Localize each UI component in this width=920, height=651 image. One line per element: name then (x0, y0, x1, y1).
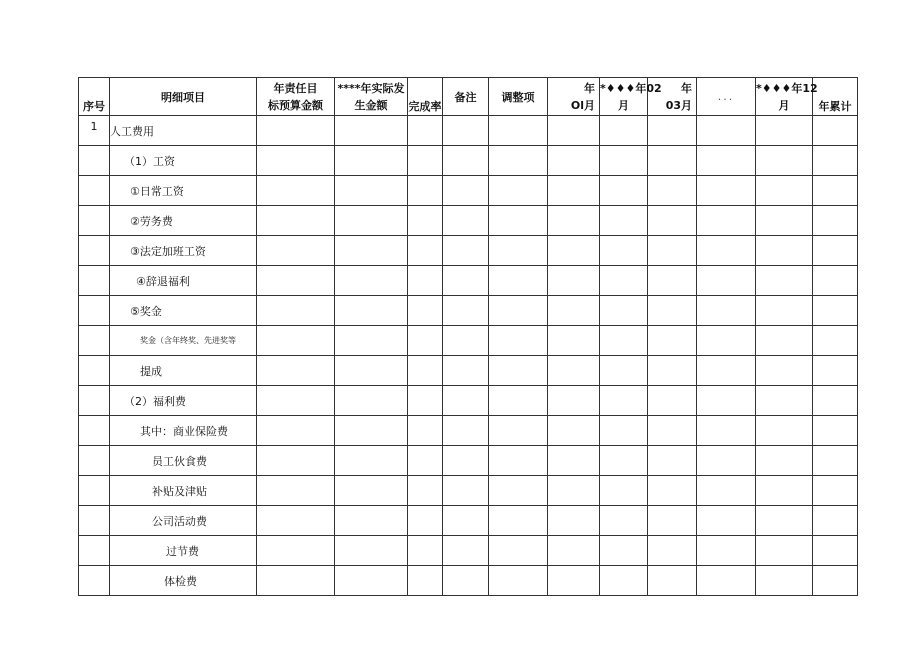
value-cell[interactable] (813, 506, 858, 536)
value-cell[interactable] (408, 356, 443, 386)
value-cell[interactable] (648, 206, 697, 236)
value-cell[interactable] (697, 566, 756, 596)
value-cell[interactable] (600, 206, 648, 236)
value-cell[interactable] (756, 356, 813, 386)
value-cell[interactable] (548, 566, 600, 596)
value-cell[interactable] (813, 536, 858, 566)
value-cell[interactable] (257, 236, 335, 266)
table-row (79, 446, 858, 476)
value-cell[interactable] (408, 116, 443, 146)
value-cell[interactable] (335, 116, 408, 146)
row-item-label: 人工费用 (110, 116, 257, 146)
row-item-label: （2）福利费 (110, 386, 257, 416)
row-index: 1 (79, 116, 110, 146)
value-cell[interactable] (600, 446, 648, 476)
value-cell[interactable] (697, 176, 756, 206)
value-cell[interactable] (443, 536, 489, 566)
value-cell[interactable] (697, 326, 756, 356)
table-row (79, 146, 858, 176)
header-month-12: *♦♦♦年12 月 (756, 78, 813, 116)
value-cell[interactable] (408, 476, 443, 506)
value-cell[interactable] (697, 416, 756, 446)
value-cell[interactable] (489, 146, 548, 176)
value-cell[interactable] (443, 296, 489, 326)
value-cell[interactable] (335, 146, 408, 176)
table-row (79, 506, 858, 536)
value-cell[interactable] (648, 476, 697, 506)
value-cell[interactable] (335, 506, 408, 536)
value-cell[interactable] (600, 176, 648, 206)
value-cell[interactable] (408, 176, 443, 206)
row-index (79, 236, 110, 266)
value-cell[interactable] (756, 296, 813, 326)
row-index (79, 476, 110, 506)
value-cell[interactable] (648, 356, 697, 386)
value-cell[interactable] (257, 476, 335, 506)
value-cell[interactable] (257, 176, 335, 206)
row-item-label: 公司活动费 (110, 506, 257, 536)
value-cell[interactable] (335, 476, 408, 506)
row-index (79, 356, 110, 386)
value-cell[interactable] (257, 296, 335, 326)
header-month-01: 年 Ol月 (548, 78, 600, 116)
value-cell[interactable] (648, 296, 697, 326)
value-cell[interactable] (548, 536, 600, 566)
value-cell[interactable] (548, 206, 600, 236)
value-cell[interactable] (697, 266, 756, 296)
value-cell[interactable] (600, 266, 648, 296)
value-cell[interactable] (697, 236, 756, 266)
value-cell[interactable] (813, 386, 858, 416)
value-cell[interactable] (335, 446, 408, 476)
row-index (79, 506, 110, 536)
row-item-label: ②劳务费 (110, 206, 257, 236)
value-cell[interactable] (443, 416, 489, 446)
row-item-label: 补贴及津贴 (110, 476, 257, 506)
value-cell[interactable] (257, 326, 335, 356)
row-item-label: ①日常工资 (110, 176, 257, 206)
value-cell[interactable] (600, 236, 648, 266)
header-remark: 备注 (443, 78, 489, 116)
value-cell[interactable] (408, 266, 443, 296)
value-cell[interactable] (813, 206, 858, 236)
value-cell[interactable] (257, 206, 335, 236)
value-cell[interactable] (548, 236, 600, 266)
row-index (79, 416, 110, 446)
value-cell[interactable] (335, 236, 408, 266)
value-cell[interactable] (756, 116, 813, 146)
row-index (79, 446, 110, 476)
table-row (79, 236, 858, 266)
value-cell[interactable] (756, 506, 813, 536)
header-rate: 完成率 (408, 78, 443, 116)
value-cell[interactable] (443, 176, 489, 206)
value-cell[interactable] (257, 566, 335, 596)
value-cell[interactable] (257, 116, 335, 146)
value-cell[interactable] (257, 506, 335, 536)
row-index (79, 566, 110, 596)
value-cell[interactable] (335, 296, 408, 326)
value-cell[interactable] (813, 266, 858, 296)
value-cell[interactable] (443, 386, 489, 416)
value-cell[interactable] (813, 236, 858, 266)
value-cell[interactable] (335, 536, 408, 566)
header-seq: 序号 (79, 78, 110, 116)
row-index (79, 176, 110, 206)
table-row (79, 206, 858, 236)
value-cell[interactable] (443, 326, 489, 356)
budget-table-sheet (78, 77, 858, 596)
value-cell[interactable] (600, 566, 648, 596)
value-cell[interactable] (548, 176, 600, 206)
row-index (79, 266, 110, 296)
table-row (79, 326, 858, 356)
value-cell[interactable] (648, 446, 697, 476)
value-cell[interactable] (548, 506, 600, 536)
value-cell[interactable] (257, 416, 335, 446)
value-cell[interactable] (813, 416, 858, 446)
value-cell[interactable] (648, 536, 697, 566)
row-index (79, 386, 110, 416)
row-item-label: 提成 (110, 356, 257, 386)
value-cell[interactable] (648, 506, 697, 536)
table-row (79, 176, 858, 206)
value-cell[interactable] (697, 476, 756, 506)
value-cell[interactable] (813, 446, 858, 476)
value-cell[interactable] (813, 116, 858, 146)
value-cell[interactable] (489, 506, 548, 536)
value-cell[interactable] (408, 326, 443, 356)
value-cell[interactable] (548, 146, 600, 176)
row-item-label: 体检费 (110, 566, 257, 596)
value-cell[interactable] (408, 536, 443, 566)
value-cell[interactable] (335, 386, 408, 416)
value-cell[interactable] (697, 536, 756, 566)
table-row (79, 386, 858, 416)
value-cell[interactable] (443, 476, 489, 506)
value-cell[interactable] (408, 446, 443, 476)
value-cell[interactable] (335, 416, 408, 446)
value-cell[interactable] (756, 176, 813, 206)
value-cell[interactable] (443, 116, 489, 146)
value-cell[interactable] (600, 146, 648, 176)
value-cell[interactable] (489, 236, 548, 266)
value-cell[interactable] (443, 146, 489, 176)
row-index (79, 326, 110, 356)
value-cell[interactable] (548, 326, 600, 356)
row-item-label: ③法定加班工资 (110, 236, 257, 266)
value-cell[interactable] (697, 206, 756, 236)
value-cell[interactable] (813, 356, 858, 386)
value-cell[interactable] (443, 206, 489, 236)
value-cell[interactable] (408, 206, 443, 236)
value-cell[interactable] (489, 176, 548, 206)
value-cell[interactable] (257, 446, 335, 476)
table-row (79, 356, 858, 386)
table-row (79, 566, 858, 596)
value-cell[interactable] (335, 206, 408, 236)
value-cell[interactable] (443, 446, 489, 476)
row-item-label: 过节费 (110, 536, 257, 566)
value-cell[interactable] (600, 386, 648, 416)
value-cell[interactable] (600, 326, 648, 356)
row-index (79, 536, 110, 566)
value-cell[interactable] (600, 296, 648, 326)
value-cell[interactable] (756, 146, 813, 176)
value-cell[interactable] (600, 506, 648, 536)
table-row (79, 266, 858, 296)
value-cell[interactable] (489, 116, 548, 146)
header-adjust: 调整项 (489, 78, 548, 116)
value-cell[interactable] (489, 296, 548, 326)
table-row (79, 116, 858, 146)
value-cell[interactable] (548, 446, 600, 476)
value-cell[interactable] (756, 416, 813, 446)
value-cell[interactable] (600, 416, 648, 446)
value-cell[interactable] (408, 386, 443, 416)
value-cell[interactable] (756, 566, 813, 596)
value-cell[interactable] (257, 356, 335, 386)
header-month-02: *♦♦♦年02 月 (600, 78, 648, 116)
value-cell[interactable] (600, 536, 648, 566)
value-cell[interactable] (648, 236, 697, 266)
value-cell[interactable] (648, 146, 697, 176)
header-actual: ****年实际发 生金额 (335, 78, 408, 116)
value-cell[interactable] (648, 116, 697, 146)
value-cell[interactable] (443, 566, 489, 596)
value-cell[interactable] (548, 476, 600, 506)
row-item-label: 其中：商业保险费 (110, 416, 257, 446)
value-cell[interactable] (756, 266, 813, 296)
value-cell[interactable] (548, 386, 600, 416)
value-cell[interactable] (697, 446, 756, 476)
table-row (79, 476, 858, 506)
value-cell[interactable] (335, 266, 408, 296)
value-cell[interactable] (756, 536, 813, 566)
value-cell[interactable] (697, 146, 756, 176)
header-month-03: 年 03月 (648, 78, 697, 116)
value-cell[interactable] (756, 476, 813, 506)
value-cell[interactable] (756, 446, 813, 476)
table-row (79, 536, 858, 566)
value-cell[interactable] (648, 416, 697, 446)
value-cell[interactable] (408, 416, 443, 446)
value-cell[interactable] (408, 146, 443, 176)
value-cell[interactable] (489, 266, 548, 296)
value-cell[interactable] (813, 176, 858, 206)
value-cell[interactable] (548, 416, 600, 446)
value-cell[interactable] (489, 476, 548, 506)
value-cell[interactable] (600, 116, 648, 146)
value-cell[interactable] (697, 506, 756, 536)
header-ellipsis: ... (697, 78, 756, 116)
value-cell[interactable] (408, 236, 443, 266)
table-row (79, 416, 858, 446)
value-cell[interactable] (548, 116, 600, 146)
value-cell[interactable] (489, 326, 548, 356)
row-item-label: 奖金（含年终奖、先进奖等 (110, 326, 257, 356)
table-row (79, 296, 858, 326)
value-cell[interactable] (813, 326, 858, 356)
value-cell[interactable] (697, 386, 756, 416)
value-cell[interactable] (408, 506, 443, 536)
value-cell[interactable] (548, 296, 600, 326)
value-cell[interactable] (600, 476, 648, 506)
value-cell[interactable] (257, 386, 335, 416)
value-cell[interactable] (489, 566, 548, 596)
value-cell[interactable] (443, 266, 489, 296)
row-index (79, 146, 110, 176)
value-cell[interactable] (335, 356, 408, 386)
value-cell[interactable] (648, 326, 697, 356)
row-index (79, 206, 110, 236)
value-cell[interactable] (489, 386, 548, 416)
budget-table (78, 77, 858, 596)
value-cell[interactable] (756, 386, 813, 416)
value-cell[interactable] (443, 356, 489, 386)
header-row (79, 78, 858, 116)
value-cell[interactable] (756, 326, 813, 356)
value-cell[interactable] (648, 386, 697, 416)
value-cell[interactable] (443, 506, 489, 536)
value-cell[interactable] (335, 566, 408, 596)
value-cell[interactable] (813, 476, 858, 506)
value-cell[interactable] (548, 356, 600, 386)
header-target: 年责任目 标预算金额 (257, 78, 335, 116)
value-cell[interactable] (648, 176, 697, 206)
value-cell[interactable] (813, 146, 858, 176)
value-cell[interactable] (408, 296, 443, 326)
row-index (79, 296, 110, 326)
row-item-label: ⑤奖金 (110, 296, 257, 326)
header-total: 年累计 (813, 78, 858, 116)
value-cell[interactable] (813, 566, 858, 596)
row-item-label: 员工伙食费 (110, 446, 257, 476)
value-cell[interactable] (548, 266, 600, 296)
value-cell[interactable] (489, 356, 548, 386)
value-cell[interactable] (257, 536, 335, 566)
value-cell[interactable] (697, 116, 756, 146)
value-cell[interactable] (489, 536, 548, 566)
row-item-label: （1）工资 (110, 146, 257, 176)
value-cell[interactable] (756, 206, 813, 236)
value-cell[interactable] (335, 326, 408, 356)
value-cell[interactable] (697, 296, 756, 326)
value-cell[interactable] (335, 176, 408, 206)
value-cell[interactable] (813, 296, 858, 326)
row-item-label: ④辞退福利 (110, 266, 257, 296)
value-cell[interactable] (489, 446, 548, 476)
value-cell[interactable] (648, 266, 697, 296)
value-cell[interactable] (648, 566, 697, 596)
value-cell[interactable] (489, 416, 548, 446)
value-cell[interactable] (697, 356, 756, 386)
value-cell[interactable] (756, 236, 813, 266)
value-cell[interactable] (600, 356, 648, 386)
header-item: 明细项目 (110, 78, 257, 116)
value-cell[interactable] (257, 266, 335, 296)
value-cell[interactable] (257, 146, 335, 176)
value-cell[interactable] (443, 236, 489, 266)
value-cell[interactable] (489, 206, 548, 236)
value-cell[interactable] (408, 566, 443, 596)
